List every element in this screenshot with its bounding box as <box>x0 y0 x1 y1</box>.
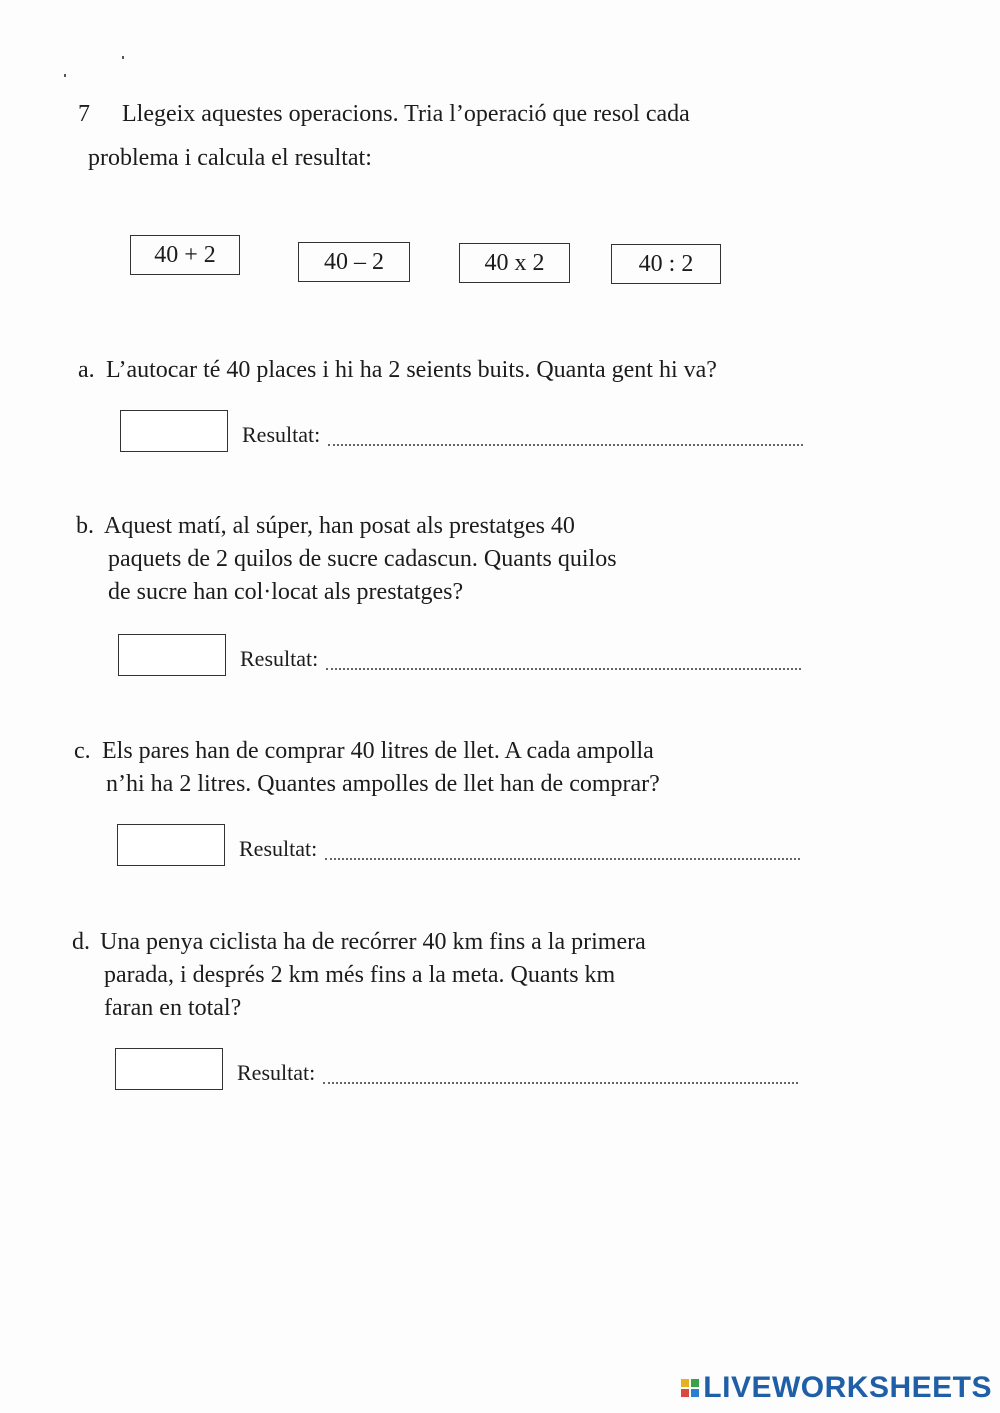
problem-text-line: L’autocar té 40 places i hi ha 2 seients buits. Quanta gent hi va? <box>106 357 717 383</box>
problem-letter: d. <box>72 929 90 955</box>
result-label: Resultat: <box>242 422 321 447</box>
problem-d <box>72 926 792 1025</box>
instruction-line-1: Llegeix aquestes operacions. Tria l’operació que resol cada <box>122 101 690 127</box>
exercise-header <box>78 92 838 180</box>
result-answer-line[interactable] <box>323 1078 798 1084</box>
result-answer-line[interactable] <box>328 440 803 446</box>
problem-text-line: paquets de 2 quilos de sucre cadascun. Quants quilos <box>108 546 617 572</box>
problem-a <box>78 354 838 387</box>
problem-text-line: Aquest matí, al súper, han posat als prestatges 40 <box>104 513 575 539</box>
result-label: Resultat: <box>240 646 319 671</box>
problem-text-line: Els pares han de comprar 40 litres de llet. A cada ampolla <box>102 738 654 764</box>
operation-drop-box[interactable] <box>118 634 226 676</box>
problem-c <box>74 735 794 801</box>
problem-text-line: faran en total? <box>104 995 242 1021</box>
scan-speck <box>122 56 124 59</box>
problem-b <box>76 510 796 609</box>
liveworksheets-logo <box>681 1371 992 1405</box>
operation-box-divide[interactable]: 40 : 2 <box>611 244 721 284</box>
operation-drop-box[interactable] <box>117 824 225 866</box>
answer-row-b <box>118 634 801 676</box>
operation-drop-box[interactable] <box>120 410 228 452</box>
problem-letter: a. <box>78 357 95 383</box>
answer-row-c <box>117 824 800 866</box>
problem-text-line: parada, i després 2 km més fins a la meta. Quants km <box>104 962 616 988</box>
problem-letter: c. <box>74 738 91 764</box>
liveworksheets-icon <box>681 1379 699 1397</box>
result-label: Resultat: <box>239 836 318 861</box>
problem-text-line: de sucre han col·locat als prestatges? <box>108 579 464 605</box>
operation-box-add[interactable]: 40 + 2 <box>130 235 240 275</box>
problem-letter: b. <box>76 513 94 539</box>
scan-speck <box>64 74 66 77</box>
operation-box-multiply[interactable]: 40 x 2 <box>459 243 570 283</box>
problem-text-line: Una penya ciclista ha de recórrer 40 km fins a la primera <box>100 929 646 955</box>
answer-row-a <box>120 410 803 452</box>
operation-drop-box[interactable] <box>115 1048 223 1090</box>
operation-box-subtract[interactable]: 40 – 2 <box>298 242 410 282</box>
result-answer-line[interactable] <box>325 854 800 860</box>
result-label: Resultat: <box>237 1060 316 1085</box>
instruction-line-2: problema i calcula el resultat: <box>88 145 372 171</box>
result-answer-line[interactable] <box>326 664 801 670</box>
problem-text-line: n’hi ha 2 litres. Quantes ampolles de llet han de comprar? <box>106 771 660 797</box>
answer-row-d <box>115 1048 798 1090</box>
brand-text: LIVEWORKSHEETS <box>703 1371 992 1404</box>
exercise-number: 7 <box>78 101 90 127</box>
